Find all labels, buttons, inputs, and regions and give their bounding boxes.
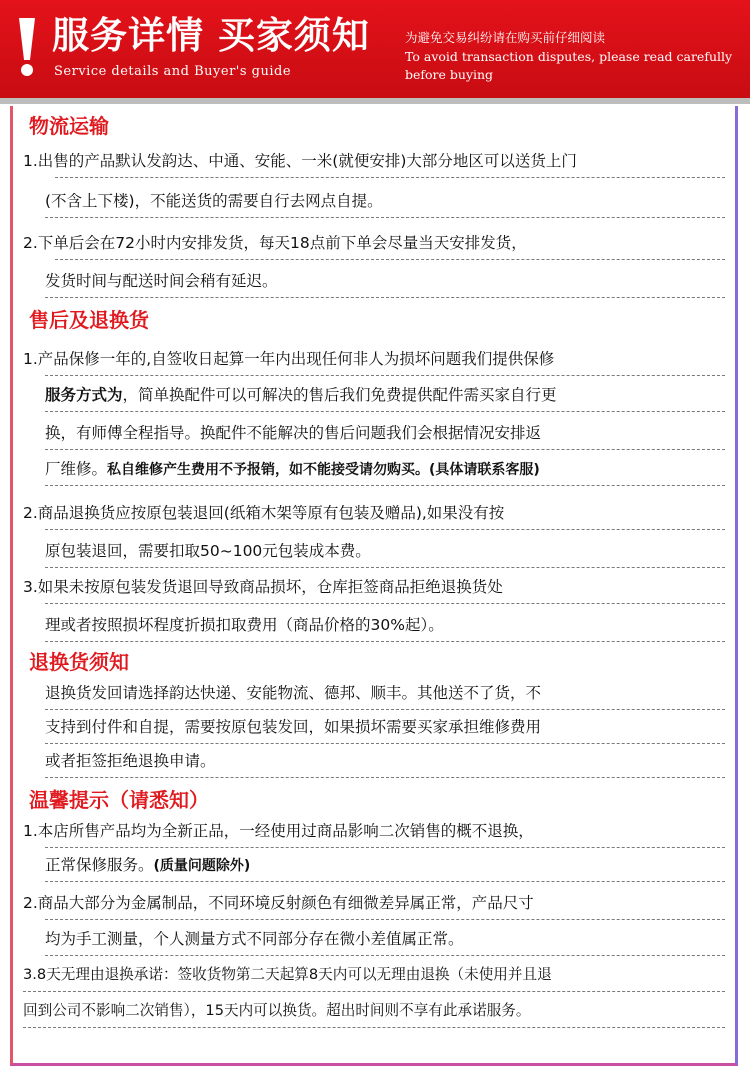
exclamation-icon bbox=[16, 16, 38, 78]
text-line: 发货时间与配送时间会稍有延迟。 bbox=[45, 272, 278, 290]
dashed-underline bbox=[45, 955, 725, 956]
text-line: 2.商品大部分为金属制品，不同环境反射颜色有细微差异属正常，产品尺寸 bbox=[23, 894, 534, 912]
text-line: 1.产品保修一年的,自签收日起算一年内出现任何非人为损坏问题我们提供保修 bbox=[23, 350, 555, 368]
dashed-underline bbox=[45, 411, 725, 412]
text-line: 换，有师傅全程指导。换配件不能解决的售后问题我们会根据情况安排返 bbox=[45, 424, 542, 442]
dashed-underline bbox=[55, 177, 725, 178]
text-line: 3.如果未按原包装发货退回导致商品损坏，仓库拒签商品拒绝退换货处 bbox=[23, 578, 503, 596]
page-subtitle: Service details and Buyer's guide bbox=[54, 64, 292, 79]
section-title-after-sales: 售后及退换货 bbox=[29, 308, 149, 332]
bold-quality-note: (质量问题除外) bbox=[153, 858, 251, 874]
dashed-underline bbox=[45, 641, 725, 642]
text-line-start: 正常保修服务。 bbox=[45, 856, 154, 874]
reading-notice-en: To avoid transaction disputes, please read carefully before buying bbox=[405, 49, 733, 82]
dashed-underline bbox=[45, 919, 725, 920]
text-line: 回到公司不影响二次销售），15天内可以换货。超出时间则不享有此承诺服务。 bbox=[23, 1002, 531, 1019]
text-line: 1.出售的产品默认发韵达、中通、安能、一米(就便安排)大部分地区可以送货上门 bbox=[23, 152, 577, 170]
section-title-return-notes: 退换货须知 bbox=[29, 650, 129, 674]
text-line-start: 厂维修。 bbox=[45, 460, 108, 478]
dashed-underline bbox=[45, 567, 725, 568]
section-title-tips: 温馨提示（请悉知） bbox=[29, 788, 209, 812]
bold-service-mode: 服务方式为 bbox=[45, 386, 123, 404]
dashed-underline bbox=[45, 847, 725, 848]
banner-shadow-divider bbox=[0, 98, 750, 104]
dashed-underline bbox=[45, 485, 725, 486]
text-line-remainder: ，简单换配件可以可解决的售后我们免费提供配件需买家自行更 bbox=[122, 386, 557, 404]
dashed-underline bbox=[45, 777, 725, 778]
text-line: 原包装退回，需要扣取50~100元包装成本费。 bbox=[45, 542, 371, 560]
text-line-quality bbox=[45, 852, 750, 879]
dashed-underline bbox=[45, 297, 725, 298]
dashed-underline bbox=[45, 743, 725, 744]
text-line-repair-notice bbox=[45, 456, 750, 483]
text-line: (不含上下楼)，不能送货的需要自行去网点自提。 bbox=[45, 192, 383, 210]
text-line: 支持到付件和自提，需要按原包装发回，如果损坏需要买家承担维修费用 bbox=[45, 718, 542, 736]
text-line: 3.8天无理由退换承诺：签收货物第二天起算8天内可以无理由退换（未使用并且退 bbox=[23, 966, 552, 983]
page-title: 服务详情 买家须知 bbox=[52, 14, 370, 57]
text-line: 2.下单后会在72小时内安排发货，每天18点前下单会尽量当天安排发货， bbox=[23, 234, 527, 252]
dashed-underline bbox=[23, 991, 725, 992]
text-line: 2.商品退换货应按原包装退回(纸箱木架等原有包装及赠品),如果没有按 bbox=[23, 504, 505, 522]
text-line: 1.本店所售产品均为全新正品，一经使用过商品影响二次销售的概不退换， bbox=[23, 822, 534, 840]
text-line: 理或者按照损坏程度折损扣取费用（商品价格的30%起）。 bbox=[45, 616, 444, 634]
text-line-service-mode bbox=[45, 382, 750, 408]
dashed-underline bbox=[45, 375, 725, 376]
dashed-underline bbox=[45, 449, 725, 450]
dashed-underline bbox=[45, 217, 725, 218]
dashed-underline bbox=[45, 709, 725, 710]
dashed-underline bbox=[45, 603, 725, 604]
reading-notice-cn: 为避免交易纠纷请在购买前仔细阅读 bbox=[405, 30, 606, 45]
dashed-underline bbox=[55, 259, 725, 260]
section-title-logistics: 物流运输 bbox=[29, 114, 109, 138]
bold-repair-notice: 私自维修产生费用不予报销，如不能接受请勿购买。(具体请联系客服) bbox=[107, 462, 540, 478]
dashed-underline bbox=[23, 1027, 725, 1028]
text-line: 均为手工测量，个人测量方式不同部分存在微小差值属正常。 bbox=[45, 930, 464, 948]
dashed-underline bbox=[45, 529, 725, 530]
text-line: 退换货发回请选择韵达快递、安能物流、德邦、顺丰。其他送不了货，不 bbox=[45, 684, 542, 702]
header-banner bbox=[0, 0, 750, 98]
dashed-underline bbox=[45, 881, 725, 882]
text-line: 或者拒签拒绝退换申请。 bbox=[45, 752, 216, 770]
content-frame bbox=[10, 106, 738, 1066]
